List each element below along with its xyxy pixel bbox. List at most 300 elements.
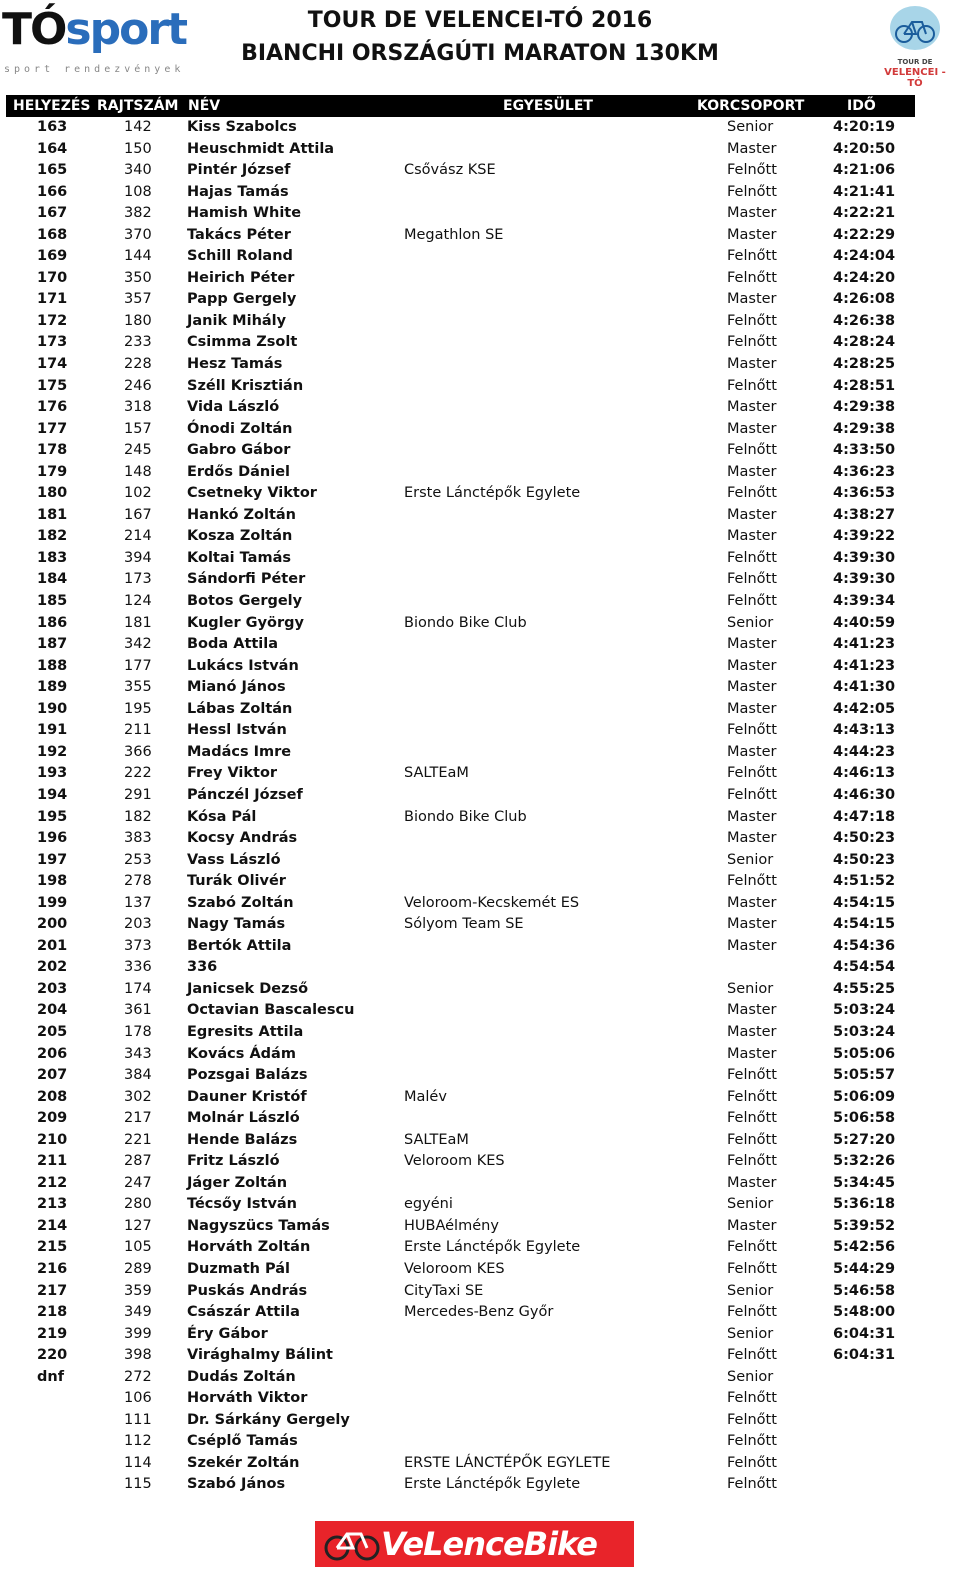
bib-cell: 177	[124, 657, 152, 674]
table-row	[0, 1324, 960, 1346]
name-cell: Csimma Zsolt	[187, 334, 298, 351]
bib-cell: 106	[124, 1390, 152, 1407]
name-cell: Octavian Bascalescu	[187, 1002, 355, 1019]
bib-cell: 272	[124, 1368, 152, 1385]
table-row	[0, 268, 960, 290]
bib-cell: 302	[124, 1088, 152, 1105]
column-header-bib: RAJTSZÁM	[97, 98, 179, 114]
bib-cell: 182	[124, 808, 152, 825]
name-cell: Fritz László	[187, 1153, 280, 1170]
category-cell: Felnőtt	[727, 571, 777, 588]
title-line-1: TOUR DE VELENCEI-TÓ 2016	[307, 8, 653, 33]
time-cell: 4:22:21	[833, 205, 896, 222]
time-cell: 4:47:18	[833, 808, 896, 825]
category-cell: Felnőtt	[727, 377, 777, 394]
club-cell: egyéni	[404, 1196, 453, 1213]
table-row	[0, 1302, 960, 1324]
bib-cell: 222	[124, 765, 152, 782]
bib-cell: 203	[124, 916, 152, 933]
category-cell: Master	[727, 356, 777, 373]
table-row	[0, 720, 960, 742]
position-cell: 184	[37, 571, 68, 588]
category-cell: Master	[727, 830, 777, 847]
category-cell: Senior	[727, 1196, 774, 1213]
name-cell: Kósa Pál	[187, 808, 257, 825]
table-row	[0, 289, 960, 311]
bib-cell: 114	[124, 1454, 152, 1471]
time-cell: 4:26:38	[833, 312, 896, 329]
category-cell: Master	[727, 1002, 777, 1019]
table-row	[0, 1000, 960, 1022]
position-cell: 215	[37, 1239, 68, 1256]
time-cell: 4:55:25	[833, 980, 896, 997]
position-cell: 196	[37, 830, 68, 847]
time-cell: 5:03:24	[833, 1023, 896, 1040]
name-cell: Técsőy István	[187, 1196, 298, 1213]
bib-cell: 228	[124, 356, 152, 373]
table-row	[0, 1130, 960, 1152]
time-cell: 4:42:05	[833, 700, 896, 717]
category-cell: Master	[727, 808, 777, 825]
position-cell: 186	[37, 614, 68, 631]
bib-cell: 144	[124, 248, 152, 265]
bicycle-icon	[323, 1526, 381, 1562]
category-cell: Master	[727, 916, 777, 933]
table-row	[0, 957, 960, 979]
name-cell: Koltai Tamás	[187, 549, 291, 566]
time-cell: 5:46:58	[833, 1282, 896, 1299]
table-row	[0, 505, 960, 527]
category-cell: Senior	[727, 119, 774, 135]
category-cell: Master	[727, 140, 777, 157]
name-cell: Horváth Viktor	[187, 1390, 308, 1407]
position-cell: 165	[37, 162, 68, 179]
table-row	[0, 1194, 960, 1216]
bib-cell: 370	[124, 226, 152, 243]
bib-cell: 342	[124, 636, 152, 653]
position-cell: 212	[37, 1174, 68, 1191]
time-cell: 5:06:09	[833, 1088, 896, 1105]
name-cell: Janik Mihály	[187, 312, 287, 329]
category-cell: Felnőtt	[727, 786, 777, 803]
time-cell: 4:36:23	[833, 463, 896, 480]
category-cell: Master	[727, 636, 777, 653]
bib-cell: 340	[124, 162, 152, 179]
bib-cell: 394	[124, 549, 152, 566]
time-cell: 4:43:13	[833, 722, 896, 739]
category-cell: Master	[727, 1045, 777, 1062]
name-cell: Pintér József	[187, 162, 291, 179]
time-cell: 4:39:34	[833, 593, 896, 610]
bib-cell: 150	[124, 140, 152, 157]
table-row	[0, 1151, 960, 1173]
time-cell: 4:38:27	[833, 506, 896, 523]
table-row	[0, 483, 960, 505]
category-cell: Felnőtt	[727, 248, 777, 265]
time-cell: 4:28:24	[833, 334, 896, 351]
position-cell: 185	[37, 593, 68, 610]
table-row	[0, 785, 960, 807]
table-row	[0, 1173, 960, 1195]
table-row	[0, 591, 960, 613]
time-cell: 4:40:59	[833, 614, 896, 631]
category-cell: Felnőtt	[727, 1260, 777, 1277]
bib-cell: 233	[124, 334, 152, 351]
category-cell: Master	[727, 528, 777, 545]
category-cell: Felnőtt	[727, 1153, 777, 1170]
time-cell: 5:34:45	[833, 1174, 896, 1191]
table-row	[0, 462, 960, 484]
time-cell: 4:46:13	[833, 765, 896, 782]
time-cell: 4:54:15	[833, 916, 896, 933]
bib-cell: 111	[124, 1411, 152, 1428]
table-row	[0, 1259, 960, 1281]
category-cell: Senior	[727, 1368, 774, 1385]
category-cell: Felnőtt	[727, 722, 777, 739]
position-cell: 194	[37, 786, 68, 803]
club-cell: ERSTE LÁNCTÉPŐK EGYLETE	[404, 1454, 611, 1471]
logo-text-black: TÓ	[2, 4, 66, 55]
name-cell: Nagy Tamás	[187, 916, 286, 933]
category-cell: Felnőtt	[727, 765, 777, 782]
bib-cell: 287	[124, 1153, 152, 1170]
position-cell: 197	[37, 851, 68, 868]
page-header	[0, 0, 960, 95]
table-row	[0, 1216, 960, 1238]
name-cell: Széll Krisztián	[187, 377, 304, 394]
bib-cell: 137	[124, 894, 152, 911]
time-cell: 4:26:08	[833, 291, 896, 308]
club-cell: Csővász KSE	[404, 162, 496, 179]
table-row	[0, 332, 960, 354]
category-cell: Master	[727, 1023, 777, 1040]
position-cell: 206	[37, 1045, 68, 1062]
category-cell: Felnőtt	[727, 1131, 777, 1148]
name-cell: Hankó Zoltán	[187, 506, 296, 523]
table-row	[0, 613, 960, 635]
time-cell: 4:54:15	[833, 894, 896, 911]
logo-right-line-1: TOUR DE	[897, 58, 933, 66]
category-cell: Felnőtt	[727, 312, 777, 329]
table-row	[0, 936, 960, 958]
table-row	[0, 203, 960, 225]
bib-cell: 195	[124, 700, 152, 717]
table-row	[0, 656, 960, 678]
position-cell: 174	[37, 356, 68, 373]
position-cell: 202	[37, 959, 68, 976]
name-cell: Bertók Attila	[187, 937, 292, 954]
category-cell: Master	[727, 463, 777, 480]
time-cell: 5:05:06	[833, 1045, 896, 1062]
time-cell: 5:39:52	[833, 1217, 896, 1234]
table-row	[0, 1474, 960, 1496]
table-row	[0, 1108, 960, 1130]
category-cell: Felnőtt	[727, 334, 777, 351]
category-cell: Master	[727, 679, 777, 696]
name-cell: Dr. Sárkány Gergely	[187, 1411, 350, 1428]
category-cell: Felnőtt	[727, 1454, 777, 1471]
bib-cell: 181	[124, 614, 152, 631]
position-cell: 200	[37, 916, 68, 933]
position-cell: 183	[37, 549, 68, 566]
bib-cell: 349	[124, 1304, 152, 1321]
name-cell: Papp Gergely	[187, 291, 297, 308]
table-row	[0, 1065, 960, 1087]
category-cell: Master	[727, 894, 777, 911]
position-cell: 205	[37, 1023, 68, 1040]
name-cell: Lábas Zoltán	[187, 700, 293, 717]
time-cell: 4:54:36	[833, 937, 896, 954]
time-cell: 6:04:31	[833, 1325, 896, 1342]
time-cell: 4:46:30	[833, 786, 896, 803]
position-cell: 198	[37, 873, 68, 890]
position-cell: 213	[37, 1196, 68, 1213]
position-cell: 203	[37, 980, 68, 997]
time-cell: 4:21:06	[833, 162, 896, 179]
bib-cell: 178	[124, 1023, 152, 1040]
bib-cell: 102	[124, 485, 152, 502]
position-cell: 163	[37, 119, 68, 135]
time-cell: 4:24:20	[833, 269, 896, 286]
bib-cell: 318	[124, 399, 152, 416]
table-row	[0, 1453, 960, 1475]
logo-right-line-2: VELENCEI -TÓ	[884, 67, 946, 89]
time-cell: 4:41:23	[833, 636, 896, 653]
position-cell: 176	[37, 399, 68, 416]
bib-cell: 359	[124, 1282, 152, 1299]
time-cell: 5:44:29	[833, 1260, 896, 1277]
time-cell: 4:39:22	[833, 528, 896, 545]
tour-de-velencei-logo	[878, 4, 952, 89]
position-cell: 201	[37, 937, 68, 954]
name-cell: Sándorfi Péter	[187, 571, 306, 588]
name-cell: Vass László	[187, 851, 281, 868]
name-cell: Császár Attila	[187, 1304, 300, 1321]
time-cell: 4:51:52	[833, 873, 896, 890]
position-cell: 181	[37, 506, 68, 523]
name-cell: Erdős Dániel	[187, 463, 290, 480]
category-cell: Felnőtt	[727, 1088, 777, 1105]
category-cell: Felnőtt	[727, 1304, 777, 1321]
club-cell: Malév	[404, 1088, 447, 1105]
category-cell: Master	[727, 205, 777, 222]
category-cell: Felnőtt	[727, 1067, 777, 1084]
category-cell: Felnőtt	[727, 1347, 777, 1364]
category-cell: Felnőtt	[727, 1390, 777, 1407]
bib-cell: 174	[124, 980, 152, 997]
time-cell: 4:54:54	[833, 959, 896, 976]
name-cell: Ónodi Zoltán	[187, 420, 293, 437]
time-cell: 4:24:04	[833, 248, 896, 265]
table-row	[0, 1044, 960, 1066]
club-cell: Erste Lánctépők Egylete	[404, 1239, 581, 1256]
bib-cell: 291	[124, 786, 152, 803]
name-cell: Janicsek Dezső	[187, 980, 309, 997]
bib-cell: 245	[124, 442, 152, 459]
name-cell: Molnár László	[187, 1110, 300, 1127]
bib-cell: 398	[124, 1347, 152, 1364]
table-row	[0, 871, 960, 893]
table-row	[0, 526, 960, 548]
name-cell: Lukács István	[187, 657, 299, 674]
club-cell: CityTaxi SE	[404, 1282, 484, 1299]
bib-cell: 108	[124, 183, 152, 200]
table-row	[0, 850, 960, 872]
position-cell: 179	[37, 463, 68, 480]
name-cell: Frey Viktor	[187, 765, 278, 782]
time-cell: 4:50:23	[833, 830, 896, 847]
position-cell: 177	[37, 420, 68, 437]
bib-cell: 350	[124, 269, 152, 286]
name-cell: Cséplő Tamás	[187, 1433, 298, 1450]
time-cell: 5:48:00	[833, 1304, 896, 1321]
bib-cell: 246	[124, 377, 152, 394]
table-row	[0, 1410, 960, 1432]
name-cell: Kocsy András	[187, 830, 298, 847]
name-cell: Duzmath Pál	[187, 1260, 290, 1277]
bib-cell: 343	[124, 1045, 152, 1062]
bib-cell: 142	[124, 119, 152, 135]
name-cell: Dauner Kristóf	[187, 1088, 307, 1105]
table-row	[0, 440, 960, 462]
position-cell: 220	[37, 1347, 68, 1364]
bib-cell: 253	[124, 851, 152, 868]
table-row	[0, 677, 960, 699]
category-cell: Master	[727, 937, 777, 954]
category-cell: Master	[727, 657, 777, 674]
bib-cell: 373	[124, 937, 152, 954]
club-cell: Sólyom Team SE	[404, 916, 524, 933]
tosport-logo	[2, 4, 207, 80]
position-cell: 169	[37, 248, 68, 265]
position-cell: 210	[37, 1131, 68, 1148]
table-row	[0, 246, 960, 268]
category-cell: Felnőtt	[727, 593, 777, 610]
name-cell: Botos Gergely	[187, 593, 303, 610]
name-cell: Gabro Gábor	[187, 442, 291, 459]
time-cell: 4:28:51	[833, 377, 896, 394]
table-row	[0, 1281, 960, 1303]
table-row	[0, 1388, 960, 1410]
position-cell: 192	[37, 743, 68, 760]
position-cell: 191	[37, 722, 68, 739]
name-cell: Mianó János	[187, 679, 286, 696]
bib-cell: 384	[124, 1067, 152, 1084]
table-row	[0, 311, 960, 333]
bib-cell: 127	[124, 1217, 152, 1234]
position-cell: 178	[37, 442, 68, 459]
category-cell: Felnőtt	[727, 183, 777, 200]
category-cell: Felnőtt	[727, 873, 777, 890]
position-cell: 182	[37, 528, 68, 545]
position-cell: 219	[37, 1325, 68, 1342]
name-cell: Takács Péter	[187, 226, 291, 243]
category-cell: Felnőtt	[727, 162, 777, 179]
position-cell: 216	[37, 1260, 68, 1277]
time-cell: 4:41:23	[833, 657, 896, 674]
position-cell: 170	[37, 269, 68, 286]
club-cell: HUBAélmény	[404, 1217, 499, 1234]
name-cell: Hende Balázs	[187, 1131, 298, 1148]
table-row	[0, 1022, 960, 1044]
position-cell: 204	[37, 1002, 68, 1019]
name-cell: Pánczél József	[187, 786, 303, 803]
table-row	[0, 1237, 960, 1259]
table-row	[0, 354, 960, 376]
table-row	[0, 914, 960, 936]
bib-cell: 157	[124, 420, 152, 437]
position-cell: 164	[37, 140, 68, 157]
bib-cell: 383	[124, 830, 152, 847]
club-cell: Veloroom KES	[404, 1260, 505, 1277]
position-cell: 173	[37, 334, 68, 351]
time-cell: 4:44:23	[833, 743, 896, 760]
bib-cell: 289	[124, 1260, 152, 1277]
title-line-2: BIANCHI ORSZÁGÚTI MARATON 130KM	[241, 41, 719, 66]
name-cell: Dudás Zoltán	[187, 1368, 296, 1385]
time-cell: 5:36:18	[833, 1196, 896, 1213]
name-cell: Egresits Attila	[187, 1023, 304, 1040]
name-cell: Boda Attila	[187, 636, 279, 653]
bib-cell: 211	[124, 722, 152, 739]
name-cell: Hamish White	[187, 205, 302, 222]
table-header	[6, 95, 915, 117]
table-row	[0, 397, 960, 419]
time-cell: 5:27:20	[833, 1131, 896, 1148]
bib-cell: 336	[124, 959, 152, 976]
position-cell: 207	[37, 1067, 68, 1084]
position-cell: 211	[37, 1153, 68, 1170]
position-cell: 199	[37, 894, 68, 911]
bib-cell: 278	[124, 873, 152, 890]
bib-cell: 112	[124, 1433, 152, 1450]
position-cell: 175	[37, 377, 68, 394]
position-cell: 187	[37, 636, 68, 653]
bib-cell: 180	[124, 312, 152, 329]
time-cell: 4:50:23	[833, 851, 896, 868]
time-cell: 4:33:50	[833, 442, 896, 459]
position-cell: 188	[37, 657, 68, 674]
name-cell: Kiss Szabolcs	[187, 119, 297, 135]
name-cell: Madács Imre	[187, 743, 292, 760]
velencebike-sponsor-logo	[315, 1521, 634, 1567]
position-cell: 214	[37, 1217, 68, 1234]
time-cell: 5:05:57	[833, 1067, 896, 1084]
name-cell: Puskás András	[187, 1282, 308, 1299]
time-cell: 4:41:30	[833, 679, 896, 696]
category-cell: Felnőtt	[727, 485, 777, 502]
bib-cell: 357	[124, 291, 152, 308]
category-cell: Felnőtt	[727, 1239, 777, 1256]
club-cell: Veloroom-Kecskemét ES	[404, 894, 580, 911]
time-cell: 6:04:31	[833, 1347, 896, 1364]
category-cell: Senior	[727, 851, 774, 868]
time-cell: 4:28:25	[833, 356, 896, 373]
position-cell: 189	[37, 679, 68, 696]
name-cell: Vida László	[187, 399, 280, 416]
club-cell: Biondo Bike Club	[404, 808, 527, 825]
table-row	[0, 225, 960, 247]
table-row	[0, 376, 960, 398]
category-cell: Master	[727, 700, 777, 717]
category-cell: Senior	[727, 614, 774, 631]
bib-cell: 105	[124, 1239, 152, 1256]
position-cell: 208	[37, 1088, 68, 1105]
name-cell: Heuschmidt Attila	[187, 140, 335, 157]
time-cell: 4:39:30	[833, 549, 896, 566]
bib-cell: 280	[124, 1196, 152, 1213]
name-cell: Szabó János	[187, 1476, 286, 1493]
